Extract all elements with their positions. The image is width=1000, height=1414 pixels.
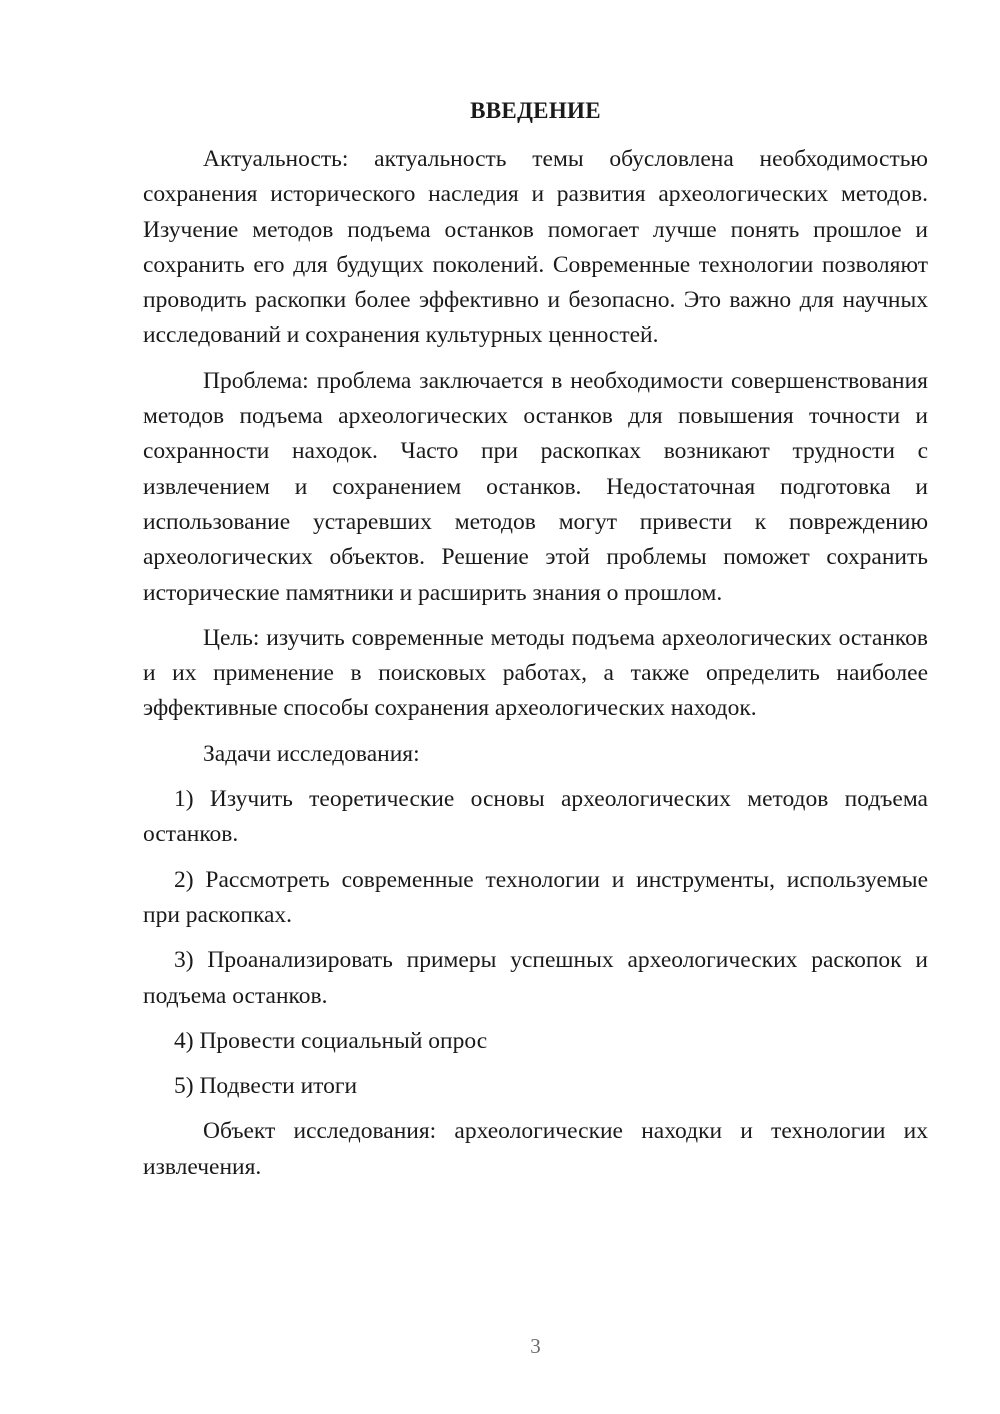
page-number: 3 bbox=[530, 1334, 541, 1358]
tasks-title: Задачи исследования: bbox=[203, 740, 420, 767]
section-heading: ВВЕДЕНИЕ bbox=[470, 98, 601, 123]
document-page bbox=[143, 0, 928, 1414]
goal-paragraph: Цель: изучить современные методы подъема археологических останков и их применение в поисковых работах, а также определить наиболее эффективные способы сохранения археологических находок. bbox=[143, 624, 928, 722]
task-item-1: 1) Изучить теоретические основы археологических методов подъема останков. bbox=[143, 786, 928, 848]
task-item-5: 5) Подвести итоги bbox=[174, 1073, 358, 1100]
task-item-2: 2) Рассмотреть современные технологии и инструменты, используемые при раскопках. bbox=[143, 866, 928, 928]
relevance-paragraph: Актуальность: актуальность темы обусловлена необходимостью сохранения исторического наследия и развития археологических методов. Изучение методов подъема останков помогает лучше понять прошлое и сохранить его для будущих поколений. Современные технологии позволяют проводить раскопки более эффективно и безопасно. Это важно для научных исследований и сохранения культурных ценностей. bbox=[143, 146, 928, 349]
task-item-4: 4) Провести социальный опрос bbox=[174, 1027, 488, 1054]
task-item-3: 3) Проанализировать примеры успешных археологических раскопок и подъема останков. bbox=[143, 947, 928, 1009]
document-body bbox=[143, 142, 928, 1185]
problem-paragraph: Проблема: проблема заключается в необходимости совершенствования методов подъема археологических останков для повышения точности и сохранности находок. Часто при раскопках возникают трудности с извлечением и сохранением останков. Недостаточная подготовка и использование устаревших методов могут привести к повреждению археологических объектов. Решение этой проблемы поможет сохранить исторические памятники и расширить знания о прошлом. bbox=[143, 367, 928, 606]
object-paragraph: Объект исследования: археологические находки и технологии их извлечения. bbox=[143, 1118, 928, 1180]
